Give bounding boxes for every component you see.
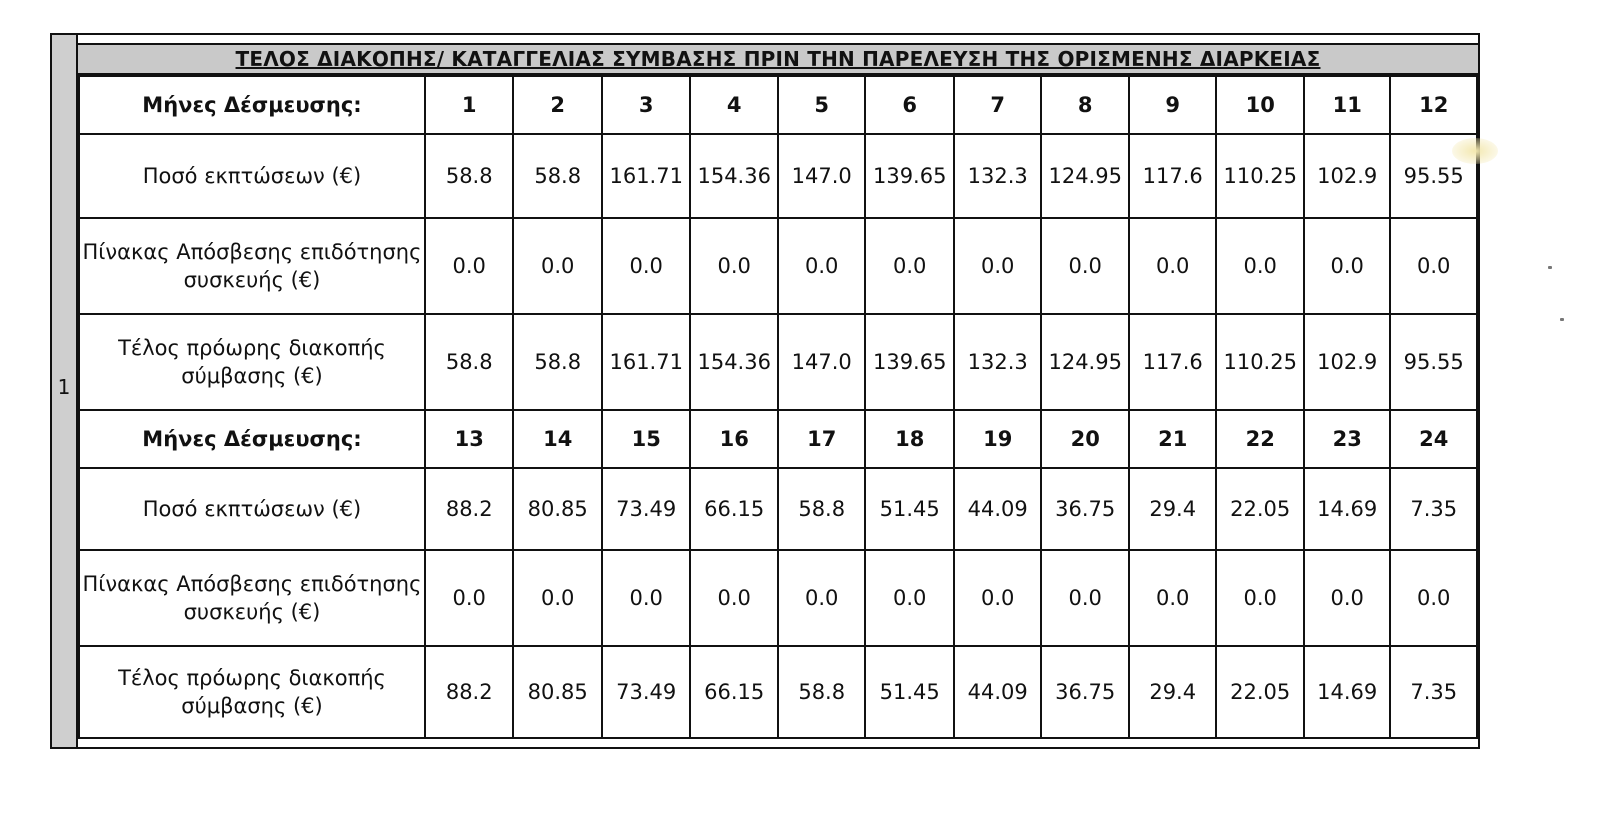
table-cell: 51.45 bbox=[865, 646, 954, 738]
month-header-cell: 9 bbox=[1129, 76, 1217, 134]
table-cell: 29.4 bbox=[1129, 468, 1217, 550]
table-cell: 58.8 bbox=[778, 468, 866, 550]
table-cell: 161.71 bbox=[602, 134, 691, 218]
month-header-cell: 4 bbox=[690, 76, 778, 134]
table-cell: 66.15 bbox=[690, 646, 778, 738]
months-row bbox=[79, 76, 1477, 134]
table-cell: 0.0 bbox=[1041, 218, 1129, 314]
table-cell: 132.3 bbox=[954, 314, 1042, 410]
table-cell: 147.0 bbox=[778, 134, 866, 218]
table-cell: 0.0 bbox=[865, 218, 954, 314]
table-cell: 0.0 bbox=[865, 550, 954, 646]
amortization-row-label: Πίνακας Απόσβεσης επιδότησης συσκευής (€) bbox=[79, 218, 425, 314]
table-cell: 110.25 bbox=[1216, 314, 1304, 410]
early-termination-fee-row bbox=[79, 314, 1477, 410]
table-cell: 66.15 bbox=[690, 468, 778, 550]
table-cell: 7.35 bbox=[1390, 646, 1477, 738]
table-cell: 0.0 bbox=[425, 218, 514, 314]
discount-row-label: Ποσό εκπτώσεων (€) bbox=[79, 134, 425, 218]
amortization-row-label: Πίνακας Απόσβεσης επιδότησης συσκευής (€) bbox=[79, 550, 425, 646]
discount-row bbox=[79, 468, 1477, 550]
table-cell: 95.55 bbox=[1390, 134, 1477, 218]
table-cell: 22.05 bbox=[1216, 468, 1304, 550]
month-header-cell: 14 bbox=[513, 410, 602, 468]
table-cell: 0.0 bbox=[954, 218, 1042, 314]
table-cell: 58.8 bbox=[513, 314, 602, 410]
months-row-label: Μήνες Δέσμευσης: bbox=[79, 76, 425, 134]
amortization-row bbox=[79, 550, 1477, 646]
table-cell: 73.49 bbox=[602, 468, 691, 550]
table-cell: 110.25 bbox=[1216, 134, 1304, 218]
table-cell: 0.0 bbox=[778, 218, 866, 314]
month-header-cell: 10 bbox=[1216, 76, 1304, 134]
amortization-row bbox=[79, 218, 1477, 314]
document-title: ΤΕΛΟΣ ΔΙΑΚΟΠΗΣ/ ΚΑΤΑΓΓΕΛΙΑΣ ΣΥΜΒΑΣΗΣ ΠΡΙΝ ΤΗΝ ΠΑΡΕΛΕΥΣΗ ΤΗΣ ΟΡΙΣΜΕΝΗΣ ΔΙΑΡΚΕΙΑΣ bbox=[78, 43, 1478, 75]
table-cell: 0.0 bbox=[1304, 218, 1390, 314]
month-header-cell: 21 bbox=[1129, 410, 1217, 468]
table-cell: 154.36 bbox=[690, 134, 778, 218]
table-cell: 139.65 bbox=[865, 314, 954, 410]
months-row bbox=[79, 410, 1477, 468]
table-cell: 80.85 bbox=[513, 646, 602, 738]
table-cell: 7.35 bbox=[1390, 468, 1477, 550]
month-header-cell: 2 bbox=[513, 76, 602, 134]
row-index-column bbox=[52, 35, 78, 747]
table-cell: 0.0 bbox=[1129, 218, 1217, 314]
month-header-cell: 19 bbox=[954, 410, 1042, 468]
months-row-label: Μήνες Δέσμευσης: bbox=[79, 410, 425, 468]
month-header-cell: 24 bbox=[1390, 410, 1477, 468]
table-cell: 58.8 bbox=[513, 134, 602, 218]
row-index-number: 1 bbox=[57, 375, 71, 399]
table-cell: 29.4 bbox=[1129, 646, 1217, 738]
table-cell: 0.0 bbox=[513, 550, 602, 646]
month-header-cell: 12 bbox=[1390, 76, 1477, 134]
month-header-cell: 6 bbox=[865, 76, 954, 134]
scan-speck bbox=[1560, 318, 1564, 321]
table-cell: 88.2 bbox=[425, 646, 514, 738]
table-cell: 0.0 bbox=[1304, 550, 1390, 646]
month-header-cell: 7 bbox=[954, 76, 1042, 134]
table-cell: 0.0 bbox=[602, 218, 691, 314]
scan-stain bbox=[1452, 138, 1498, 164]
table-cell: 0.0 bbox=[1216, 550, 1304, 646]
month-header-cell: 22 bbox=[1216, 410, 1304, 468]
month-header-cell: 15 bbox=[602, 410, 691, 468]
table-cell: 161.71 bbox=[602, 314, 691, 410]
table-cell: 0.0 bbox=[513, 218, 602, 314]
table-cell: 147.0 bbox=[778, 314, 866, 410]
table-cell: 0.0 bbox=[1390, 218, 1477, 314]
table-cell: 95.55 bbox=[1390, 314, 1477, 410]
table-cell: 102.9 bbox=[1304, 314, 1390, 410]
table-cell: 0.0 bbox=[690, 550, 778, 646]
month-header-cell: 17 bbox=[778, 410, 866, 468]
table-cell: 0.0 bbox=[425, 550, 514, 646]
table-cell: 58.8 bbox=[778, 646, 866, 738]
month-header-cell: 11 bbox=[1304, 76, 1390, 134]
month-header-cell: 1 bbox=[425, 76, 514, 134]
table-cell: 0.0 bbox=[954, 550, 1042, 646]
table-cell: 36.75 bbox=[1041, 468, 1129, 550]
table-cell: 44.09 bbox=[954, 468, 1042, 550]
table-cell: 0.0 bbox=[1129, 550, 1217, 646]
table-cell: 117.6 bbox=[1129, 314, 1217, 410]
month-header-cell: 23 bbox=[1304, 410, 1390, 468]
table-cell: 124.95 bbox=[1041, 314, 1129, 410]
table-cell: 51.45 bbox=[865, 468, 954, 550]
month-header-cell: 18 bbox=[865, 410, 954, 468]
table-cell: 132.3 bbox=[954, 134, 1042, 218]
table-cell: 0.0 bbox=[1041, 550, 1129, 646]
table-cell: 80.85 bbox=[513, 468, 602, 550]
table-cell: 44.09 bbox=[954, 646, 1042, 738]
discount-row bbox=[79, 134, 1477, 218]
table-cell: 124.95 bbox=[1041, 134, 1129, 218]
table-cell: 14.69 bbox=[1304, 646, 1390, 738]
table-cell: 139.65 bbox=[865, 134, 954, 218]
table-cell: 58.8 bbox=[425, 314, 514, 410]
table-cell: 0.0 bbox=[602, 550, 691, 646]
table-cell: 117.6 bbox=[1129, 134, 1217, 218]
fee-document bbox=[50, 33, 1480, 749]
discount-row-label: Ποσό εκπτώσεων (€) bbox=[79, 468, 425, 550]
month-header-cell: 16 bbox=[690, 410, 778, 468]
early-termination-fee-row-label: Τέλος πρόωρης διακοπής σύμβασης (€) bbox=[79, 314, 425, 410]
table-cell: 102.9 bbox=[1304, 134, 1390, 218]
month-header-cell: 5 bbox=[778, 76, 866, 134]
table-cell: 88.2 bbox=[425, 468, 514, 550]
table-cell: 0.0 bbox=[1390, 550, 1477, 646]
month-header-cell: 13 bbox=[425, 410, 514, 468]
table-cell: 14.69 bbox=[1304, 468, 1390, 550]
month-header-cell: 3 bbox=[602, 76, 691, 134]
early-termination-fee-row bbox=[79, 646, 1477, 738]
table-cell: 154.36 bbox=[690, 314, 778, 410]
table-cell: 58.8 bbox=[425, 134, 514, 218]
scan-speck bbox=[1548, 266, 1552, 269]
termination-fee-table bbox=[78, 75, 1478, 739]
table-cell: 36.75 bbox=[1041, 646, 1129, 738]
early-termination-fee-row-label: Τέλος πρόωρης διακοπής σύμβασης (€) bbox=[79, 646, 425, 738]
table-cell: 0.0 bbox=[778, 550, 866, 646]
table-cell: 73.49 bbox=[602, 646, 691, 738]
table-cell: 0.0 bbox=[1216, 218, 1304, 314]
month-header-cell: 8 bbox=[1041, 76, 1129, 134]
table-cell: 0.0 bbox=[690, 218, 778, 314]
table-cell: 22.05 bbox=[1216, 646, 1304, 738]
month-header-cell: 20 bbox=[1041, 410, 1129, 468]
